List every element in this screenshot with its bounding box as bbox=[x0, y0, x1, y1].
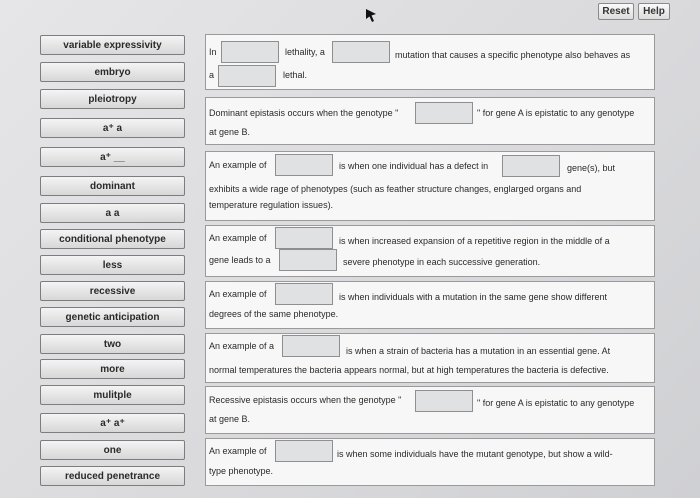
answer-tile[interactable]: recessive bbox=[40, 281, 185, 301]
question-text: normal temperatures the bacteria appears normal, but at high temperatures the bacteria is defective. bbox=[209, 365, 609, 375]
drop-target[interactable] bbox=[275, 227, 333, 249]
question-text: mutation that causes a specific phenotype also behaves as bbox=[395, 50, 631, 60]
question-text: a bbox=[209, 70, 215, 80]
question-text: at gene B. bbox=[209, 414, 251, 424]
question-text: " for gene A is epistatic to any genotype bbox=[477, 398, 635, 408]
drop-target[interactable] bbox=[415, 102, 473, 124]
question-box-5 bbox=[205, 281, 655, 329]
answer-tile[interactable]: mulitple bbox=[40, 385, 185, 405]
reset-button[interactable]: Reset bbox=[598, 3, 634, 20]
question-box-3 bbox=[205, 151, 655, 221]
question-text: In bbox=[209, 47, 217, 57]
mouse-pointer-icon bbox=[364, 8, 378, 24]
question-text: severe phenotype in each successive generation. bbox=[343, 257, 541, 267]
question-box-6 bbox=[205, 333, 655, 383]
question-box-7 bbox=[205, 386, 655, 434]
question-text: lethality, a bbox=[285, 47, 325, 57]
question-box-1 bbox=[205, 34, 655, 90]
question-text: temperature regulation issues). bbox=[209, 200, 334, 210]
question-box-2 bbox=[205, 97, 655, 145]
question-text: An example of a bbox=[209, 341, 275, 351]
drop-target[interactable] bbox=[218, 65, 276, 87]
answer-tile[interactable]: a⁺ __ bbox=[40, 147, 185, 167]
question-text: An example of bbox=[209, 160, 267, 170]
question-text: is when some individuals have the mutant genotype, but show a wild- bbox=[337, 449, 613, 459]
answer-tile[interactable]: variable expressivity bbox=[40, 35, 185, 55]
question-text: is when a strain of bacteria has a mutation in an essential gene. At bbox=[346, 346, 611, 356]
question-box-4 bbox=[205, 225, 655, 277]
question-text: degrees of the same phenotype. bbox=[209, 309, 339, 319]
answer-tile[interactable]: less bbox=[40, 255, 185, 275]
question-text: An example of bbox=[209, 233, 267, 243]
question-text: is when increased expansion of a repetitive region in the middle of a bbox=[339, 236, 610, 246]
drop-target[interactable] bbox=[221, 41, 279, 63]
drop-target[interactable] bbox=[332, 41, 390, 63]
question-text: Dominant epistasis occurs when the genotype " bbox=[209, 108, 399, 118]
help-button[interactable]: Help bbox=[638, 3, 670, 20]
answer-tile[interactable]: reduced penetrance bbox=[40, 466, 185, 486]
answer-tile[interactable]: dominant bbox=[40, 176, 185, 196]
answer-tile[interactable]: embryo bbox=[40, 62, 185, 82]
question-text: is when one individual has a defect in bbox=[339, 161, 489, 171]
drop-target[interactable] bbox=[415, 390, 473, 412]
answer-tile[interactable]: a a bbox=[40, 203, 185, 223]
question-text: Recessive epistasis occurs when the genotype " bbox=[209, 395, 402, 405]
drop-target[interactable] bbox=[275, 440, 333, 462]
question-text: exhibits a wide rage of phenotypes (such as feather structure changes, englarged organs and bbox=[209, 184, 582, 194]
drop-target[interactable] bbox=[279, 249, 337, 271]
answer-tile[interactable]: pleiotropy bbox=[40, 89, 185, 109]
question-text: lethal. bbox=[283, 70, 308, 80]
answer-tile[interactable]: two bbox=[40, 334, 185, 354]
answer-tile[interactable]: more bbox=[40, 359, 185, 379]
question-text: " for gene A is epistatic to any genotype bbox=[477, 108, 635, 118]
drop-target[interactable] bbox=[275, 283, 333, 305]
question-text: An example of bbox=[209, 446, 267, 456]
question-text: gene(s), but bbox=[567, 163, 616, 173]
question-box-8 bbox=[205, 438, 655, 486]
answer-tile[interactable]: conditional phenotype bbox=[40, 229, 185, 249]
question-text: at gene B. bbox=[209, 127, 251, 137]
question-text: gene leads to a bbox=[209, 255, 271, 265]
drop-target[interactable] bbox=[502, 155, 560, 177]
answer-tile[interactable]: a⁺ a⁺ bbox=[40, 413, 185, 433]
question-text: type phenotype. bbox=[209, 466, 274, 476]
question-text: is when individuals with a mutation in the same gene show different bbox=[339, 292, 607, 302]
answer-tile[interactable]: one bbox=[40, 440, 185, 460]
answer-tile[interactable]: a⁺ a bbox=[40, 118, 185, 138]
drop-target[interactable] bbox=[282, 335, 340, 357]
answer-tile[interactable]: genetic anticipation bbox=[40, 307, 185, 327]
drop-target[interactable] bbox=[275, 154, 333, 176]
question-text: An example of bbox=[209, 289, 267, 299]
